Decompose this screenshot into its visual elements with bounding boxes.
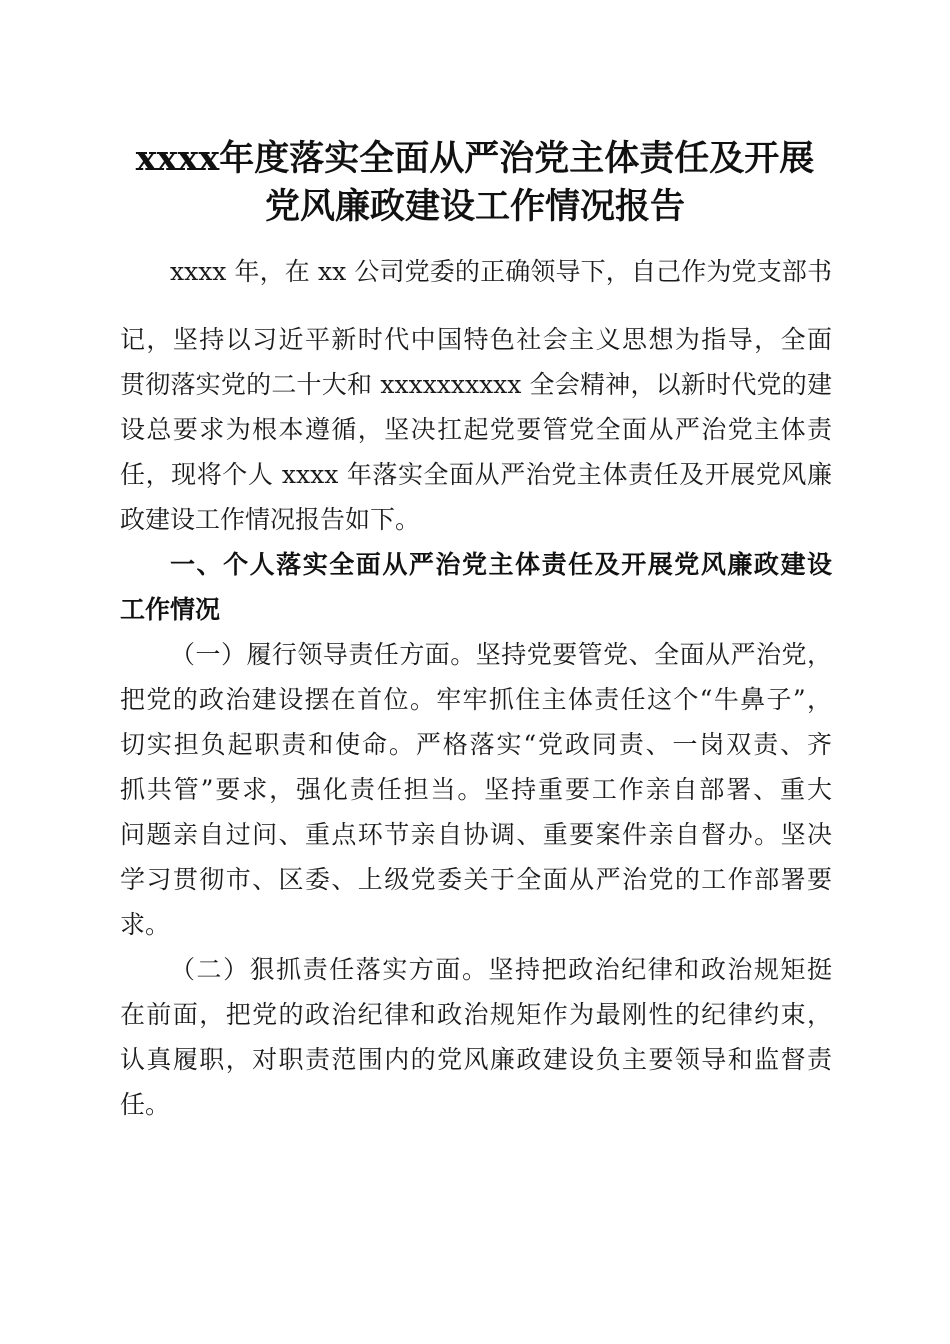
document-title-line-1: xxxx年度落实全面从严治党主体责任及开展 <box>135 138 815 179</box>
document-title-line-2: 党风廉政建设工作情况报告 <box>264 186 685 227</box>
paragraph-intro-line-3: 贯彻落实党的二十大和 xxxxxxxxxx 全会精神，以新时代党的建 <box>120 370 832 399</box>
paragraph-intro-line-4: 设总要求为根本遵循，坚决扛起党要管党全面从严治党主体责 <box>120 415 832 444</box>
subsection-2-line-2: 在前面，把党的政治纪律和政治规矩作为最刚性的纪律约束， <box>120 1000 832 1029</box>
subsection-2-line-1: （二）狠抓责任落实方面。坚持把政治纪律和政治规矩挺 <box>170 955 832 984</box>
subsection-1-line-4: 抓共管”要求，强化责任担当。坚持重要工作亲自部署、重大 <box>120 775 832 804</box>
paragraph-intro-line-1: xxxx 年，在 xx 公司党委的正确领导下，自己作为党支部书 <box>170 257 832 286</box>
paragraph-intro-line-2: 记，坚持以习近平新时代中国特色社会主义思想为指导，全面 <box>120 325 832 354</box>
subsection-1-line-2: 把党的政治建设摆在首位。牢牢抓住主体责任这个“牛鼻子”， <box>120 685 832 714</box>
subsection-1-line-3: 切实担负起职责和使命。严格落实“党政同责、一岗双责、齐 <box>120 730 832 759</box>
paragraph-intro-line-6: 政建设工作情况报告如下。 <box>120 505 421 534</box>
subsection-2-line-4: 任。 <box>120 1090 171 1119</box>
subsection-1-line-5: 问题亲自过问、重点环节亲自协调、重要案件亲自督办。坚决 <box>120 820 832 849</box>
subsection-2-line-3: 认真履职，对职责范围内的党风廉政建设负主要领导和监督责 <box>120 1045 832 1074</box>
section-heading-line-1: 一、个人落实全面从严治党主体责任及开展党风廉政建设 <box>170 550 832 579</box>
section-heading-line-2: 工作情况 <box>120 595 221 624</box>
paragraph-intro-line-5: 任，现将个人 xxxx 年落实全面从严治党主体责任及开展党风廉 <box>120 460 832 489</box>
subsection-1-line-1: （一）履行领导责任方面。坚持党要管党、全面从严治党， <box>170 640 832 669</box>
subsection-1-line-6: 学习贯彻市、区委、上级党委关于全面从严治党的工作部署要 <box>120 865 832 894</box>
subsection-1-line-7: 求。 <box>120 910 171 939</box>
